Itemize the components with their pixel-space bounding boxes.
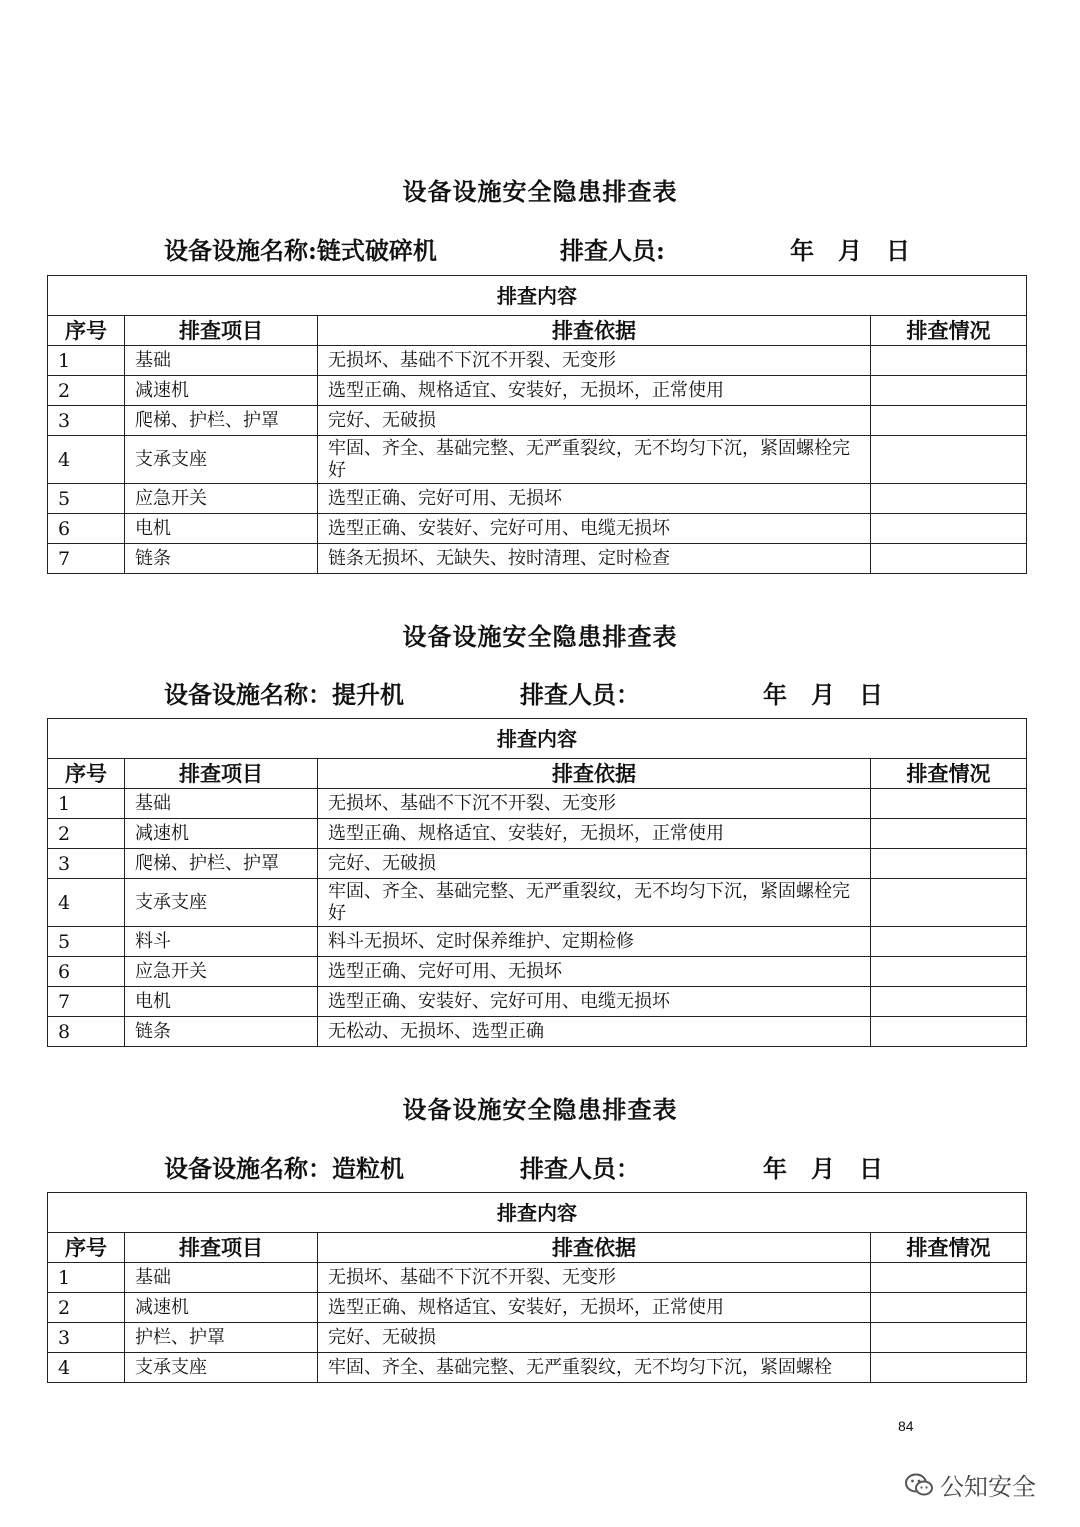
watermark bbox=[904, 1467, 1036, 1502]
table-row bbox=[48, 1323, 1027, 1353]
table-row bbox=[48, 1353, 1027, 1383]
row-no: 6 bbox=[48, 957, 125, 987]
table-row bbox=[48, 1263, 1027, 1293]
row-basis: 无松动、无损坏、选型正确 bbox=[318, 1017, 871, 1047]
row-status bbox=[871, 819, 1027, 849]
row-status bbox=[871, 1263, 1027, 1293]
row-no: 1 bbox=[48, 346, 125, 376]
row-no: 3 bbox=[48, 1323, 125, 1353]
row-no: 2 bbox=[48, 819, 125, 849]
table-row bbox=[48, 789, 1027, 819]
col-header-no: 序号 bbox=[48, 759, 125, 789]
table-title: 设备设施安全隐患排查表 bbox=[402, 177, 678, 206]
col-header-no: 序号 bbox=[48, 1233, 125, 1263]
row-item: 料斗 bbox=[125, 927, 318, 957]
col-header-basis: 排查依据 bbox=[318, 316, 871, 346]
col-header-status: 排查情况 bbox=[871, 759, 1027, 789]
row-status bbox=[871, 957, 1027, 987]
row-basis: 料斗无损坏、定时保养维护、定期检修 bbox=[318, 927, 871, 957]
row-no: 8 bbox=[48, 1017, 125, 1047]
table-row bbox=[48, 819, 1027, 849]
row-no: 4 bbox=[48, 1353, 125, 1383]
row-no: 2 bbox=[48, 1293, 125, 1323]
row-item: 电机 bbox=[125, 514, 318, 544]
row-item: 减速机 bbox=[125, 1293, 318, 1323]
row-no: 4 bbox=[48, 879, 125, 927]
equipment-name-label: 设备设施名称：提升机 bbox=[164, 680, 404, 709]
row-basis: 链条无损坏、无缺失、按时清理、定时检查 bbox=[318, 544, 871, 574]
row-basis: 无损坏、基础不下沉不开裂、无变形 bbox=[318, 789, 871, 819]
watermark-text: 公知安全 bbox=[940, 1474, 1036, 1501]
row-status bbox=[871, 346, 1027, 376]
table-row bbox=[48, 987, 1027, 1017]
table-title: 设备设施安全隐患排查表 bbox=[402, 622, 678, 651]
row-status bbox=[871, 1353, 1027, 1383]
table-row bbox=[48, 544, 1027, 574]
table-row bbox=[48, 346, 1027, 376]
content-header: 排查内容 bbox=[48, 276, 1027, 316]
inspection-table bbox=[47, 275, 1027, 574]
row-no: 7 bbox=[48, 987, 125, 1017]
row-item: 基础 bbox=[125, 346, 318, 376]
row-status bbox=[871, 484, 1027, 514]
column-header-row bbox=[48, 316, 1027, 346]
row-status bbox=[871, 436, 1027, 484]
table-row bbox=[48, 376, 1027, 406]
row-no: 4 bbox=[48, 436, 125, 484]
row-basis: 无损坏、基础不下沉不开裂、无变形 bbox=[318, 346, 871, 376]
row-item: 基础 bbox=[125, 789, 318, 819]
row-no: 6 bbox=[48, 514, 125, 544]
row-status bbox=[871, 514, 1027, 544]
row-basis: 完好、无破损 bbox=[318, 1323, 871, 1353]
row-status bbox=[871, 1293, 1027, 1323]
row-status bbox=[871, 987, 1027, 1017]
col-header-status: 排查情况 bbox=[871, 316, 1027, 346]
date-label: 年 月 日 bbox=[790, 236, 910, 265]
row-basis: 选型正确、规格适宜、安装好，无损坏，正常使用 bbox=[318, 819, 871, 849]
equipment-name-label: 设备设施名称:链式破碎机 bbox=[164, 236, 437, 265]
column-header-row bbox=[48, 759, 1027, 789]
col-header-item: 排查项目 bbox=[125, 316, 318, 346]
row-no: 5 bbox=[48, 484, 125, 514]
row-basis: 无损坏、基础不下沉不开裂、无变形 bbox=[318, 1263, 871, 1293]
row-basis: 选型正确、规格适宜、安装好，无损坏，正常使用 bbox=[318, 376, 871, 406]
col-header-no: 序号 bbox=[48, 316, 125, 346]
inspection-table bbox=[47, 718, 1027, 1047]
inspector-label: 排查人员： bbox=[520, 1154, 640, 1183]
content-header: 排查内容 bbox=[48, 719, 1027, 759]
row-no: 3 bbox=[48, 849, 125, 879]
col-header-basis: 排查依据 bbox=[318, 759, 871, 789]
row-basis: 牢固、齐全、基础完整、无严重裂纹，无不均匀下沉，紧固螺栓 bbox=[318, 1353, 871, 1383]
row-item: 链条 bbox=[125, 1017, 318, 1047]
col-header-basis: 排查依据 bbox=[318, 1233, 871, 1263]
row-item: 基础 bbox=[125, 1263, 318, 1293]
row-basis: 选型正确、完好可用、无损坏 bbox=[318, 957, 871, 987]
row-item: 应急开关 bbox=[125, 484, 318, 514]
row-basis: 牢固、齐全、基础完整、无严重裂纹，无不均匀下沉，紧固螺栓完好 bbox=[318, 879, 871, 927]
row-status bbox=[871, 849, 1027, 879]
row-basis: 选型正确、安装好、完好可用、电缆无损坏 bbox=[318, 514, 871, 544]
row-basis: 选型正确、安装好、完好可用、电缆无损坏 bbox=[318, 987, 871, 1017]
row-status bbox=[871, 376, 1027, 406]
row-status bbox=[871, 927, 1027, 957]
row-item: 减速机 bbox=[125, 819, 318, 849]
table-row bbox=[48, 927, 1027, 957]
table-row bbox=[48, 514, 1027, 544]
row-item: 链条 bbox=[125, 544, 318, 574]
row-item: 应急开关 bbox=[125, 957, 318, 987]
content-header: 排查内容 bbox=[48, 1193, 1027, 1233]
row-no: 7 bbox=[48, 544, 125, 574]
row-item: 支承支座 bbox=[125, 436, 318, 484]
row-basis: 完好、无破损 bbox=[318, 406, 871, 436]
row-status bbox=[871, 1323, 1027, 1353]
table-row bbox=[48, 1017, 1027, 1047]
col-header-item: 排查项目 bbox=[125, 1233, 318, 1263]
row-item: 电机 bbox=[125, 987, 318, 1017]
row-item: 护栏、护罩 bbox=[125, 1323, 318, 1353]
row-item: 支承支座 bbox=[125, 1353, 318, 1383]
table-row bbox=[48, 484, 1027, 514]
row-status bbox=[871, 1017, 1027, 1047]
row-basis: 完好、无破损 bbox=[318, 849, 871, 879]
row-basis: 牢固、齐全、基础完整、无严重裂纹，无不均匀下沉，紧固螺栓完好 bbox=[318, 436, 871, 484]
page-number: 84 bbox=[898, 1418, 914, 1434]
row-no: 1 bbox=[48, 789, 125, 819]
table-row bbox=[48, 957, 1027, 987]
row-no: 2 bbox=[48, 376, 125, 406]
equipment-name-label: 设备设施名称：造粒机 bbox=[164, 1154, 404, 1183]
inspector-label: 排查人员: bbox=[560, 236, 665, 265]
row-item: 减速机 bbox=[125, 376, 318, 406]
row-basis: 选型正确、规格适宜、安装好，无损坏，正常使用 bbox=[318, 1293, 871, 1323]
table-row bbox=[48, 849, 1027, 879]
row-no: 5 bbox=[48, 927, 125, 957]
row-status bbox=[871, 789, 1027, 819]
inspector-label: 排查人员： bbox=[520, 680, 640, 709]
col-header-status: 排查情况 bbox=[871, 1233, 1027, 1263]
row-no: 3 bbox=[48, 406, 125, 436]
table-row bbox=[48, 406, 1027, 436]
content-header-row bbox=[48, 1193, 1027, 1233]
row-status bbox=[871, 406, 1027, 436]
row-item: 爬梯、护栏、护罩 bbox=[125, 406, 318, 436]
inspection-table bbox=[47, 1192, 1027, 1383]
table-row bbox=[48, 879, 1027, 927]
date-label: 年 月 日 bbox=[763, 680, 883, 709]
table-row bbox=[48, 1293, 1027, 1323]
date-label: 年 月 日 bbox=[763, 1154, 883, 1183]
row-status bbox=[871, 544, 1027, 574]
table-row bbox=[48, 436, 1027, 484]
table-title: 设备设施安全隐患排查表 bbox=[402, 1095, 678, 1124]
row-item: 支承支座 bbox=[125, 879, 318, 927]
column-header-row bbox=[48, 1233, 1027, 1263]
col-header-item: 排查项目 bbox=[125, 759, 318, 789]
wechat-icon bbox=[904, 1472, 934, 1498]
row-status bbox=[871, 879, 1027, 927]
content-header-row bbox=[48, 276, 1027, 316]
row-item: 爬梯、护栏、护罩 bbox=[125, 849, 318, 879]
row-basis: 选型正确、完好可用、无损坏 bbox=[318, 484, 871, 514]
row-no: 1 bbox=[48, 1263, 125, 1293]
content-header-row bbox=[48, 719, 1027, 759]
